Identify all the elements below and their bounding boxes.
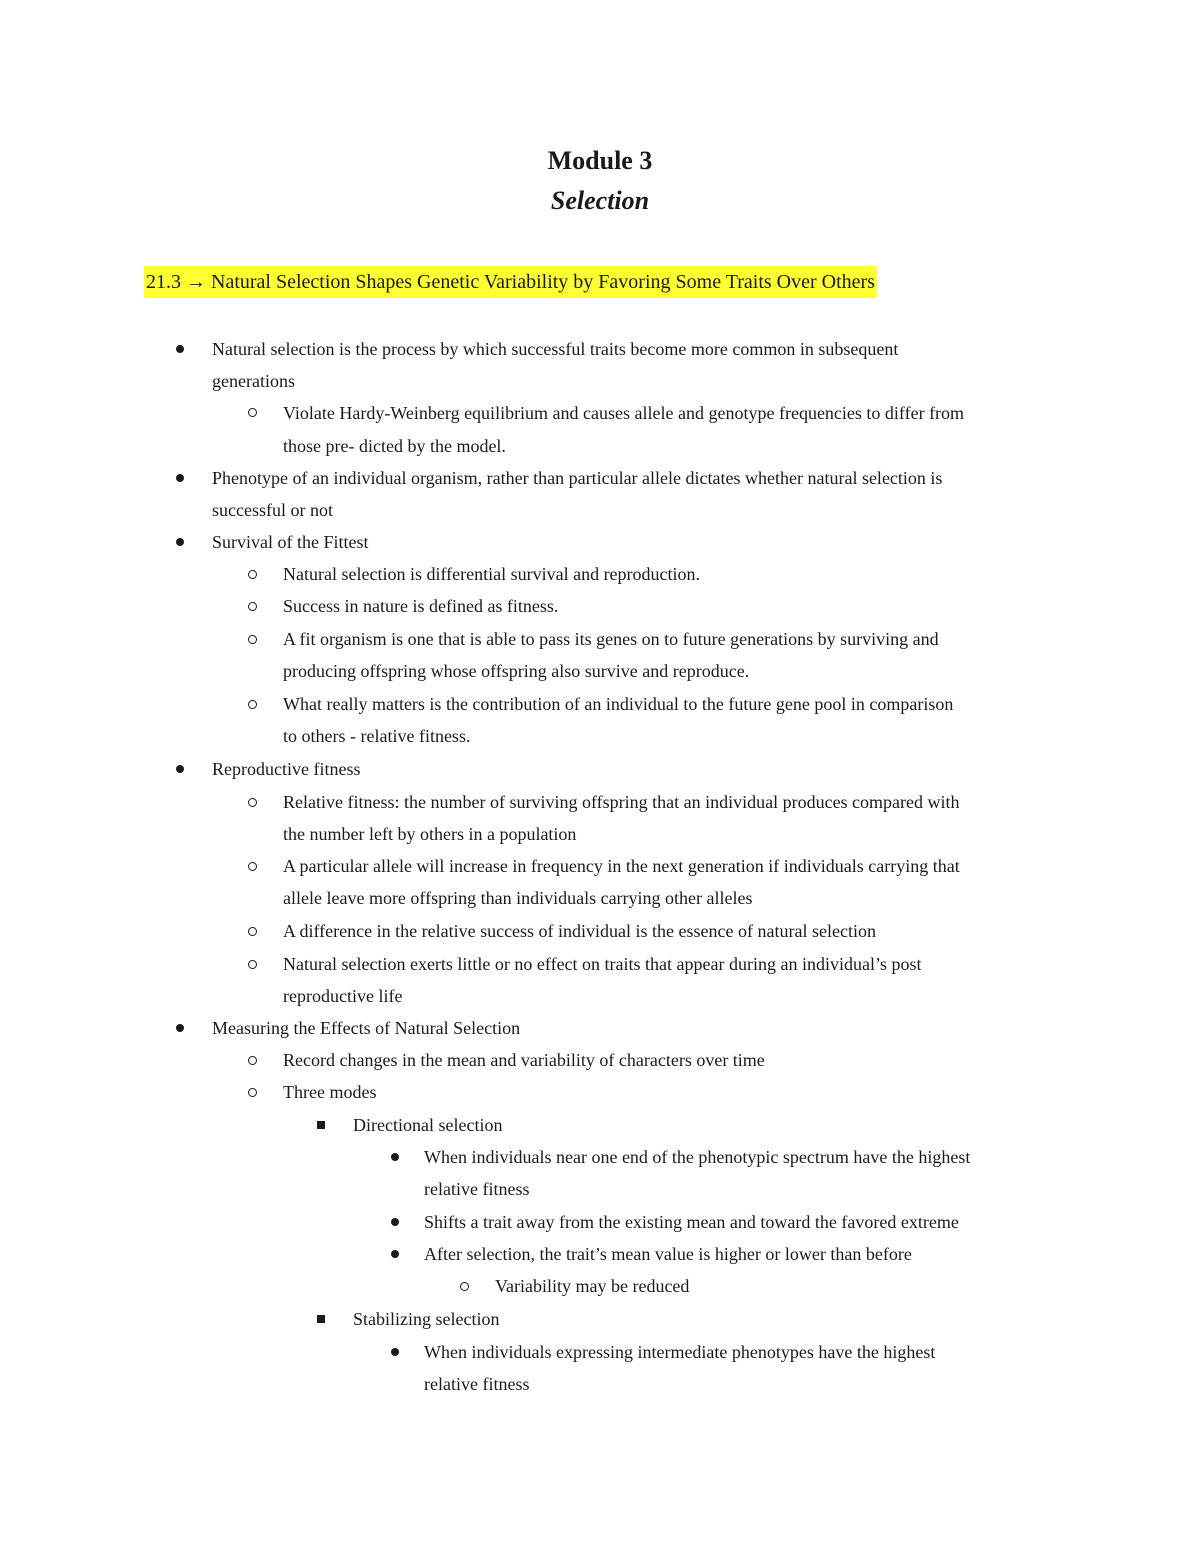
list-item-text: successful or not [212, 500, 333, 520]
page-subtitle: Selection [550, 186, 650, 215]
list-item-text: allele leave more offspring than individuals carrying other alleles [283, 888, 753, 908]
list-item-text: After selection, the trait’s mean value is higher or lower than before [424, 1244, 912, 1264]
bullet-disc-icon [391, 1348, 399, 1356]
list-item-text: Success in nature is defined as fitness. [283, 596, 559, 616]
list-item-text: relative fitness [424, 1374, 530, 1394]
list-item-text: Relative fitness: the number of surviving offspring that an individual produces compared with [283, 792, 960, 812]
list-item-text: A particular allele will increase in frequency in the next generation if individuals carrying that [283, 856, 960, 876]
bullet-circle-icon [248, 798, 257, 807]
list-item-text: Natural selection is differential survival and reproduction. [283, 564, 701, 584]
list-item-text: Phenotype of an individual organism, rather than particular allele dictates whether natural selection is [212, 468, 943, 488]
bullet-circle-icon [248, 927, 257, 936]
bullet-disc-icon [176, 345, 184, 353]
bullet-circle-icon [460, 1282, 469, 1291]
list-item-text: When individuals expressing intermediate phenotypes have the highest [424, 1342, 936, 1362]
list-item-text: the number left by others in a population [283, 824, 577, 844]
bullet-disc-icon [391, 1250, 399, 1258]
list-item-text: Stabilizing selection [353, 1309, 500, 1329]
bullet-disc-icon [176, 1024, 184, 1032]
list-item-text: A fit organism is one that is able to pass its genes on to future generations by surviving and [283, 629, 939, 649]
list-item-text: When individuals near one end of the phenotypic spectrum have the highest [424, 1147, 971, 1167]
list-item-text: Natural selection is the process by which successful traits become more common in subsequent [212, 339, 899, 359]
list-item-text: Shifts a trait away from the existing mean and toward the favored extreme [424, 1212, 959, 1232]
section-heading: 21.3 → Natural Selection Shapes Genetic Variability by Favoring Some Traits Over Others [144, 266, 877, 298]
list-item-text: What really matters is the contribution of an individual to the future gene pool in comparison [283, 694, 954, 714]
list-item-text: Record changes in the mean and variability of characters over time [283, 1050, 765, 1070]
page-title: Module 3 [547, 146, 653, 175]
bullet-disc-icon [391, 1153, 399, 1161]
list-item-text: producing offspring whose offspring also survive and reproduce. [283, 661, 750, 681]
list-item-text: Violate Hardy-Weinberg equilibrium and causes allele and genotype frequencies to differ from [283, 403, 965, 423]
bullet-square-icon [317, 1121, 325, 1129]
list-item-text: Three modes [283, 1082, 377, 1102]
bullet-disc-icon [391, 1218, 399, 1226]
list-item-text: Variability may be reduced [495, 1276, 690, 1296]
list-item-text: those pre- dicted by the model. [283, 436, 506, 456]
list-item-text: reproductive life [283, 986, 403, 1006]
list-item-text: to others - relative fitness. [283, 726, 471, 746]
bullet-circle-icon [248, 700, 257, 709]
list-item-text: generations [212, 371, 295, 391]
bullet-circle-icon [248, 862, 257, 871]
bullet-circle-icon [248, 635, 257, 644]
bullet-circle-icon [248, 570, 257, 579]
bullet-circle-icon [248, 1088, 257, 1097]
bullet-circle-icon [248, 1056, 257, 1065]
list-item-text: Survival of the Fittest [212, 532, 369, 552]
list-item-text: Directional selection [353, 1115, 503, 1135]
bullet-circle-icon [248, 602, 257, 611]
list-item-text: relative fitness [424, 1179, 530, 1199]
list-item-text: Measuring the Effects of Natural Selection [212, 1018, 521, 1038]
list-item-text: Reproductive fitness [212, 759, 361, 779]
bullet-square-icon [317, 1315, 325, 1323]
bullet-disc-icon [176, 474, 184, 482]
bullet-disc-icon [176, 538, 184, 546]
list-item-text: A difference in the relative success of individual is the essence of natural selection [283, 921, 876, 941]
bullet-disc-icon [176, 765, 184, 773]
list-item-text: Natural selection exerts little or no effect on traits that appear during an individual’s post [283, 954, 922, 974]
bullet-circle-icon [248, 960, 257, 969]
bullet-circle-icon [248, 408, 257, 417]
